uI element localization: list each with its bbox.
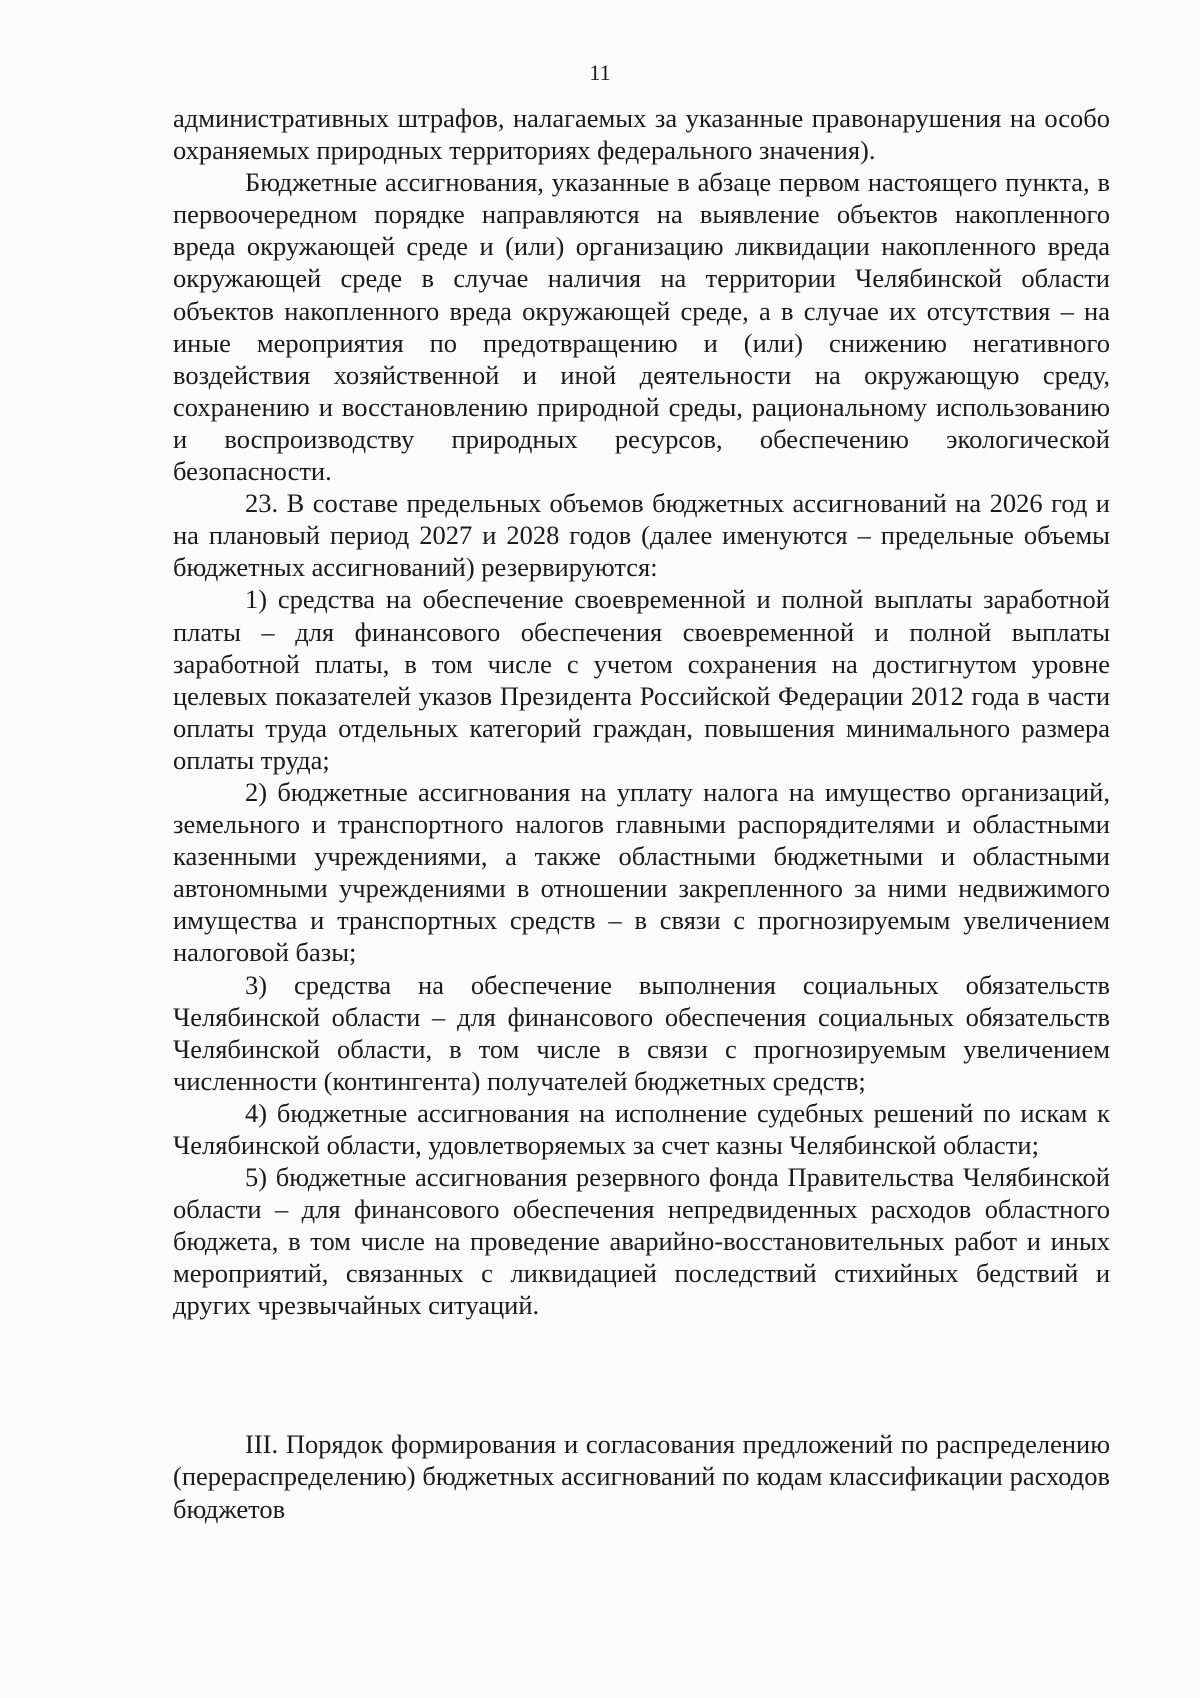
list-item-3: 3) средства на обеспечение выполнения социальных обязательств Челябинской области – для финансового обеспечения социальных обязательств Челябинской области, в том числе в связи с прогнозируемым увеличением численности (контингента) получателей бюджетных средств; (173, 969, 1110, 1096)
paragraph-fines-continuation: административных штрафов, налагаемых за указанные правонарушения на особо охраняемых природных территориях федерального значения). (173, 103, 1110, 166)
list-item-4: 4) бюджетные ассигнования на исполнение судебных решений по искам к Челябинской области, удовлетворяемых за счет казны Челябинской области; (173, 1097, 1110, 1160)
list-item-2: 2) бюджетные ассигнования на уплату налога на имущество организаций, земельного и транспортного налогов главными распорядителями и областными казенными учреждениями, а также областными бюджетными и областными автономными учреждениями в отношении закрепленного за ними недвижимого имущества и транспортных средств – в связи с прогнозируемым увеличением налоговой базы; (173, 776, 1110, 968)
paragraph-budget-allocations: Бюджетные ассигнования, указанные в абзаце первом настоящего пункта, в первоочередном порядке направляются на выявление объектов накопленного вреда окружающей среде и (или) организацию ликвидации накопленного вреда окружающей среде в случае наличия на территории Челябинской области объектов накопленного вреда окружающей среде, а в случае их отсутствия – на иные мероприятия по предотвращению и (или) снижению негативного воздействия хозяйственной и иной деятельности на окружающую среду, сохранению и восстановлению природной среды, рациональному использованию и воспроизводству природных ресурсов, обеспечению экологической безопасности. (173, 167, 1110, 487)
paragraph-item-23: 23. В составе предельных объемов бюджетных ассигнований на 2026 год и на плановый период 2027 и 2028 годов (далее именуются – предельные объемы бюджетных ассигнований) резервируются: (173, 488, 1110, 583)
page-number: 11 (589, 60, 611, 85)
list-item-1: 1) средства на обеспечение своевременной и полной выплаты заработной платы – для финансового обеспечения своевременной и полной выплаты заработной платы, в том числе с учетом сохранения на достигнутом уровне целевых показателей указов Президента Российской Федерации 2012 года в части оплаты труда отдельных категорий граждан, повышения минимального размера оплаты труда; (173, 584, 1110, 775)
list-item-5: 5) бюджетные ассигнования резервного фонда Правительства Челябинской области – для финансового обеспечения непредвиденных расходов областного бюджета, в том числе на проведение аварийно-восстановительных работ и иных мероприятий, связанных с ликвидацией последствий стихийных бедствий и других чрезвычайных ситуаций. (173, 1162, 1110, 1321)
document-body (173, 102, 1110, 1322)
section-heading: III. Порядок формирования и согласования предложений по распределению (перераспределению) бюджетных ассигнований по кодам классификации расходов бюджетов (173, 1429, 1110, 1524)
